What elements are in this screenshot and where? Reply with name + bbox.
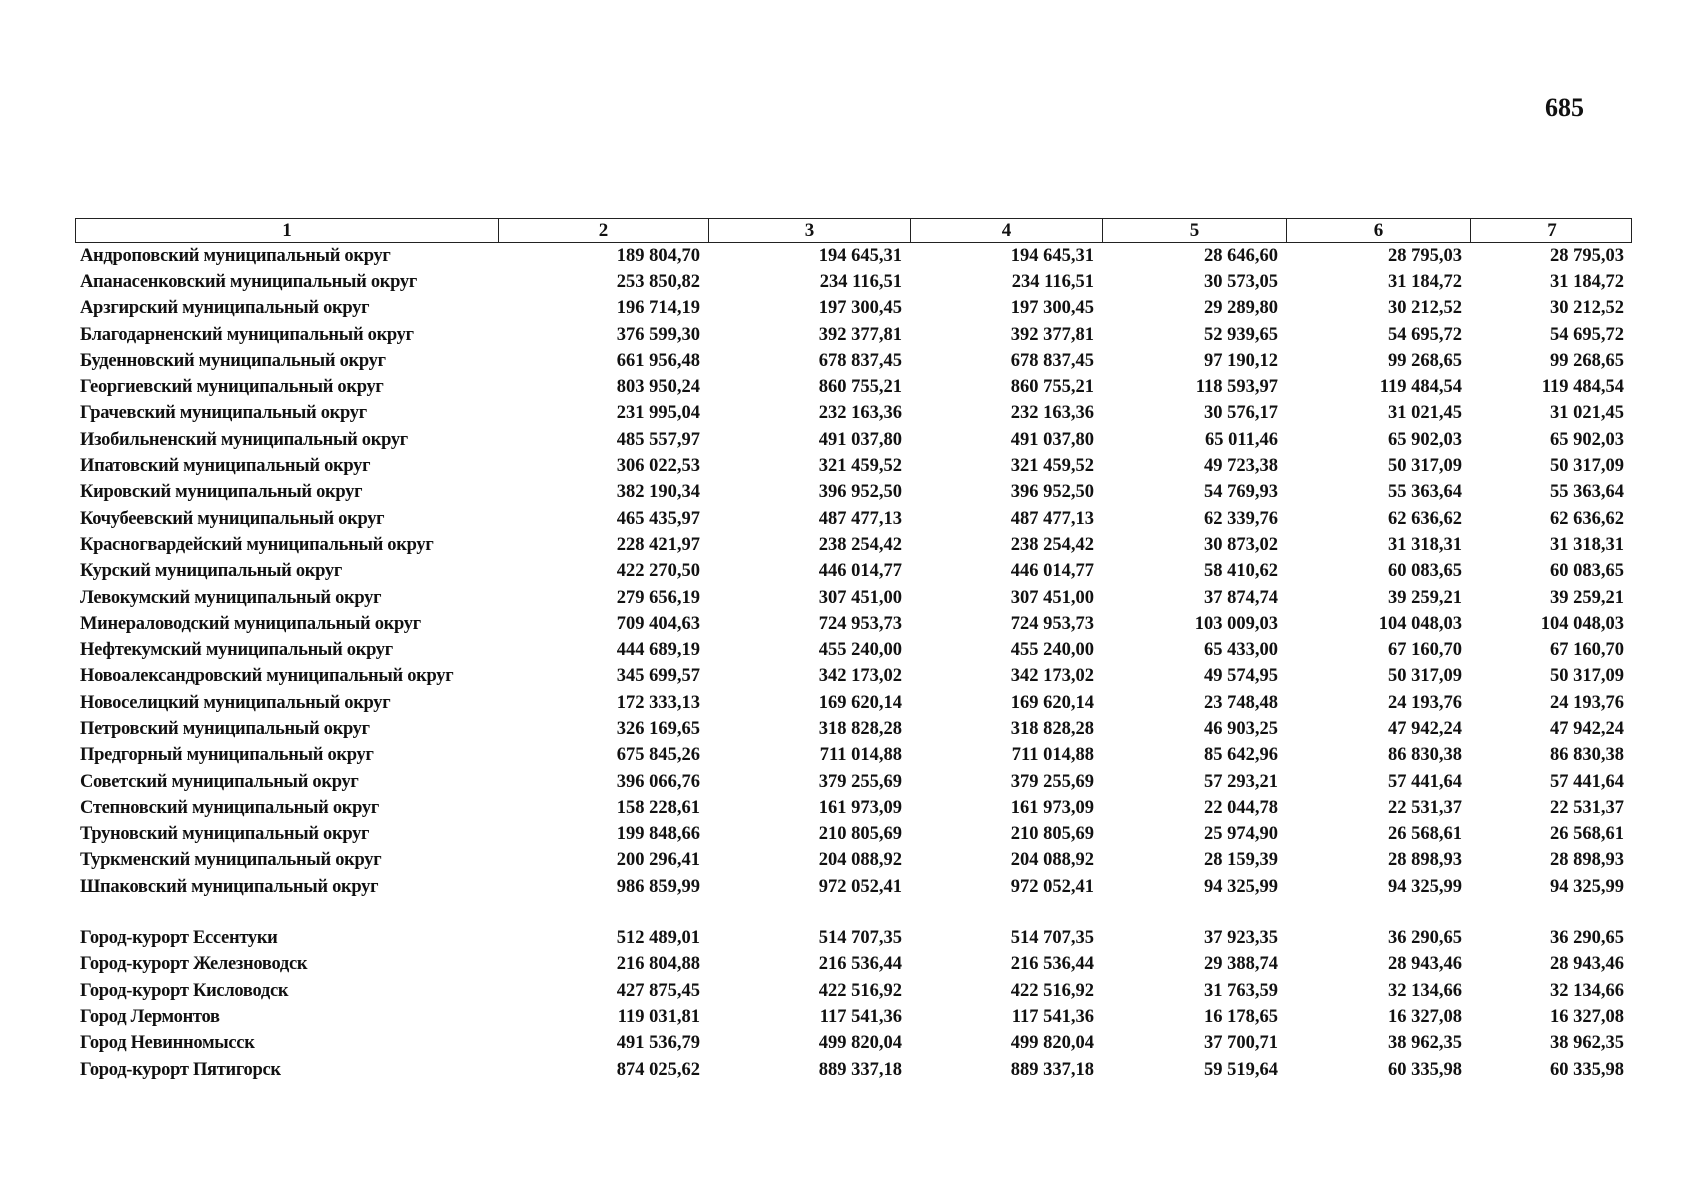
table-row	[75, 243, 1632, 269]
value-cell: 31 318,31	[1550, 534, 1624, 555]
value-cell: 321 459,52	[818, 456, 902, 477]
table-row	[75, 532, 1632, 558]
value-cell: 234 116,51	[1011, 271, 1094, 292]
value-cell: 28 795,03	[1388, 245, 1462, 266]
value-cell: 39 259,21	[1388, 587, 1462, 608]
row-label-cell: Изобильненский муниципальный округ	[80, 429, 408, 450]
value-cell: 711 014,88	[819, 745, 902, 766]
value-cell: 234 116,51	[819, 271, 902, 292]
row-label-cell: Новоалександровский муниципальный округ	[80, 666, 454, 687]
table-row	[75, 559, 1632, 585]
table-row	[75, 401, 1632, 427]
column-header: 1	[76, 219, 499, 242]
value-cell: 104 048,03	[1540, 613, 1624, 634]
value-cell: 55 363,64	[1388, 482, 1462, 503]
value-cell: 232 163,36	[1010, 403, 1094, 424]
value-cell: 65 433,00	[1204, 640, 1278, 661]
value-cell: 487 477,13	[818, 508, 902, 529]
column-header: 3	[709, 219, 911, 242]
value-cell: 189 804,70	[616, 245, 700, 266]
value-cell: 30 212,52	[1550, 298, 1624, 319]
value-cell: 16 327,08	[1550, 1006, 1624, 1027]
table-row	[75, 348, 1632, 374]
value-cell: 28 795,03	[1550, 245, 1624, 266]
row-label-cell: Туркменский муниципальный округ	[80, 850, 382, 871]
value-cell: 396 952,50	[1010, 482, 1094, 503]
value-cell: 29 388,74	[1204, 954, 1278, 975]
row-label-cell: Предгорный муниципальный округ	[80, 745, 374, 766]
value-cell: 94 325,99	[1550, 876, 1624, 897]
section-gap	[75, 900, 1632, 925]
row-label-cell: Кировский муниципальный округ	[80, 482, 363, 503]
value-cell: 49 574,95	[1204, 666, 1278, 687]
value-cell: 99 268,65	[1550, 350, 1624, 371]
value-cell: 28 898,93	[1550, 850, 1624, 871]
table-row	[75, 480, 1632, 506]
value-cell: 158 228,61	[616, 797, 700, 818]
value-cell: 396 066,76	[616, 771, 700, 792]
value-cell: 169 620,14	[1010, 692, 1094, 713]
value-cell: 253 850,82	[616, 271, 700, 292]
value-cell: 26 568,61	[1550, 824, 1624, 845]
value-cell: 197 300,45	[1010, 298, 1094, 319]
value-cell: 491 037,80	[818, 429, 902, 450]
value-cell: 26 568,61	[1388, 824, 1462, 845]
value-cell: 103 009,03	[1194, 613, 1278, 634]
table-header-row	[75, 218, 1632, 243]
value-cell: 860 755,21	[818, 377, 902, 398]
row-label-cell: Буденновский муниципальный округ	[80, 350, 386, 371]
value-cell: 30 573,05	[1204, 271, 1278, 292]
table-row	[75, 952, 1632, 978]
value-cell: 210 805,69	[818, 824, 902, 845]
value-cell: 36 290,65	[1550, 928, 1624, 949]
row-label-cell: Степновский муниципальный округ	[80, 797, 379, 818]
value-cell: 65 011,46	[1205, 429, 1278, 450]
table-row	[75, 690, 1632, 716]
page-number: 685	[1545, 93, 1584, 122]
value-cell: 57 441,64	[1388, 771, 1462, 792]
table-row	[75, 848, 1632, 874]
value-cell: 444 689,19	[616, 640, 700, 661]
table-row	[75, 925, 1632, 951]
value-cell: 514 707,35	[1010, 928, 1094, 949]
value-cell: 986 859,99	[616, 876, 700, 897]
row-label-cell: Город Лермонтов	[80, 1006, 220, 1027]
value-cell: 169 620,14	[818, 692, 902, 713]
value-cell: 860 755,21	[1010, 377, 1094, 398]
value-cell: 29 289,80	[1204, 298, 1278, 319]
value-cell: 119 484,54	[1541, 377, 1624, 398]
value-cell: 60 083,65	[1550, 561, 1624, 582]
table-row	[75, 769, 1632, 795]
row-label-cell: Апанасенковский муниципальный округ	[80, 271, 417, 292]
value-cell: 321 459,52	[1010, 456, 1094, 477]
value-cell: 307 451,00	[818, 587, 902, 608]
row-label-cell: Георгиевский муниципальный округ	[80, 377, 384, 398]
table-row	[75, 322, 1632, 348]
value-cell: 54 695,72	[1388, 324, 1462, 345]
value-cell: 31 184,72	[1388, 271, 1462, 292]
row-label-cell: Советский муниципальный округ	[80, 771, 359, 792]
column-header: 2	[499, 219, 709, 242]
table-row	[75, 296, 1632, 322]
value-cell: 52 939,65	[1204, 324, 1278, 345]
row-label-cell: Грачевский муниципальный округ	[80, 403, 367, 424]
row-label-cell: Минераловодский муниципальный округ	[80, 613, 421, 634]
value-cell: 23 748,48	[1204, 692, 1278, 713]
row-label-cell: Город-курорт Железноводск	[80, 954, 308, 975]
value-cell: 57 441,64	[1550, 771, 1624, 792]
value-cell: 67 160,70	[1388, 640, 1462, 661]
table-row	[75, 978, 1632, 1004]
value-cell: 499 820,04	[1010, 1033, 1094, 1054]
value-cell: 318 828,28	[818, 718, 902, 739]
value-cell: 396 952,50	[818, 482, 902, 503]
row-label-cell: Шпаковский муниципальный округ	[80, 876, 379, 897]
value-cell: 194 645,31	[818, 245, 902, 266]
value-cell: 711 014,88	[1011, 745, 1094, 766]
value-cell: 62 339,76	[1204, 508, 1278, 529]
value-cell: 50 317,09	[1388, 456, 1462, 477]
table-row	[75, 1057, 1632, 1083]
value-cell: 238 254,42	[818, 534, 902, 555]
value-cell: 342 173,02	[818, 666, 902, 687]
table-row	[75, 374, 1632, 400]
value-cell: 512 489,01	[616, 928, 700, 949]
value-cell: 37 874,74	[1204, 587, 1278, 608]
value-cell: 50 317,09	[1388, 666, 1462, 687]
column-header: 6	[1287, 219, 1471, 242]
value-cell: 422 270,50	[616, 561, 700, 582]
value-cell: 392 377,81	[818, 324, 902, 345]
value-cell: 161 973,09	[1010, 797, 1094, 818]
row-label-cell: Город Невинномысск	[80, 1033, 255, 1054]
value-cell: 232 163,36	[818, 403, 902, 424]
value-cell: 491 037,80	[1010, 429, 1094, 450]
value-cell: 678 837,45	[1010, 350, 1094, 371]
value-cell: 28 943,46	[1388, 954, 1462, 975]
value-cell: 57 293,21	[1204, 771, 1278, 792]
value-cell: 889 337,18	[1010, 1059, 1094, 1080]
value-cell: 382 190,34	[616, 482, 700, 503]
value-cell: 47 942,24	[1550, 718, 1624, 739]
value-cell: 62 636,62	[1550, 508, 1624, 529]
value-cell: 675 845,26	[616, 745, 700, 766]
table-row	[75, 664, 1632, 690]
value-cell: 392 377,81	[1010, 324, 1094, 345]
table-row	[75, 1004, 1632, 1030]
value-cell: 446 014,77	[818, 561, 902, 582]
value-cell: 117 541,36	[1011, 1006, 1094, 1027]
row-label-cell: Левокумский муниципальный округ	[80, 587, 382, 608]
value-cell: 36 290,65	[1388, 928, 1462, 949]
table-row	[75, 743, 1632, 769]
value-cell: 30 212,52	[1388, 298, 1462, 319]
row-label-cell: Нефтекумский муниципальный округ	[80, 640, 393, 661]
table-row	[75, 453, 1632, 479]
value-cell: 709 404,63	[616, 613, 700, 634]
value-cell: 376 599,30	[616, 324, 700, 345]
value-cell: 499 820,04	[818, 1033, 902, 1054]
row-label-cell: Арзгирский муниципальный округ	[80, 298, 370, 319]
value-cell: 161 973,09	[818, 797, 902, 818]
value-cell: 50 317,09	[1550, 456, 1624, 477]
value-cell: 22 531,37	[1388, 797, 1462, 818]
value-cell: 94 325,99	[1388, 876, 1462, 897]
value-cell: 342 173,02	[1010, 666, 1094, 687]
table-row	[75, 822, 1632, 848]
district-rows	[75, 243, 1632, 900]
value-cell: 119 031,81	[617, 1006, 700, 1027]
value-cell: 31 021,45	[1388, 403, 1462, 424]
value-cell: 172 333,13	[616, 692, 700, 713]
value-cell: 803 950,24	[616, 377, 700, 398]
row-label-cell: Благодарненский муниципальный округ	[80, 324, 414, 345]
value-cell: 30 576,17	[1204, 403, 1278, 424]
value-cell: 38 962,35	[1388, 1033, 1462, 1054]
value-cell: 491 536,79	[616, 1033, 700, 1054]
value-cell: 118 593,97	[1195, 377, 1278, 398]
value-cell: 28 646,60	[1204, 245, 1278, 266]
value-cell: 97 190,12	[1204, 350, 1278, 371]
table-row	[75, 506, 1632, 532]
value-cell: 67 160,70	[1550, 640, 1624, 661]
value-cell: 39 259,21	[1550, 587, 1624, 608]
row-label-cell: Город-курорт Пятигорск	[80, 1059, 281, 1080]
value-cell: 24 193,76	[1550, 692, 1624, 713]
value-cell: 216 804,88	[616, 954, 700, 975]
row-label-cell: Петровский муниципальный округ	[80, 718, 370, 739]
value-cell: 55 363,64	[1550, 482, 1624, 503]
value-cell: 427 875,45	[616, 980, 700, 1001]
value-cell: 22 044,78	[1204, 797, 1278, 818]
value-cell: 31 318,31	[1388, 534, 1462, 555]
value-cell: 487 477,13	[1010, 508, 1094, 529]
value-cell: 279 656,19	[616, 587, 700, 608]
value-cell: 16 178,65	[1204, 1006, 1278, 1027]
value-cell: 455 240,00	[818, 640, 902, 661]
value-cell: 379 255,69	[818, 771, 902, 792]
table-row	[75, 611, 1632, 637]
table-row	[75, 716, 1632, 742]
table-row	[75, 269, 1632, 295]
value-cell: 59 519,64	[1204, 1059, 1278, 1080]
row-label-cell: Город-курорт Кисловодск	[80, 980, 289, 1001]
value-cell: 60 083,65	[1388, 561, 1462, 582]
row-label-cell: Труновский муниципальный округ	[80, 824, 370, 845]
value-cell: 28 898,93	[1388, 850, 1462, 871]
value-cell: 50 317,09	[1550, 666, 1624, 687]
value-cell: 678 837,45	[818, 350, 902, 371]
value-cell: 200 296,41	[616, 850, 700, 871]
value-cell: 86 830,38	[1388, 745, 1462, 766]
column-header: 4	[911, 219, 1103, 242]
table-row	[75, 585, 1632, 611]
value-cell: 86 830,38	[1550, 745, 1624, 766]
row-label-cell: Красногвардейский муниципальный округ	[80, 534, 434, 555]
value-cell: 216 536,44	[1010, 954, 1094, 975]
value-cell: 30 873,02	[1204, 534, 1278, 555]
value-cell: 31 021,45	[1550, 403, 1624, 424]
value-cell: 514 707,35	[818, 928, 902, 949]
column-header: 5	[1103, 219, 1287, 242]
value-cell: 465 435,97	[616, 508, 700, 529]
value-cell: 972 052,41	[1010, 876, 1094, 897]
value-cell: 238 254,42	[1010, 534, 1094, 555]
row-label-cell: Кочубеевский муниципальный округ	[80, 508, 385, 529]
value-cell: 306 022,53	[616, 456, 700, 477]
value-cell: 25 974,90	[1204, 824, 1278, 845]
table-row	[75, 637, 1632, 663]
value-cell: 204 088,92	[818, 850, 902, 871]
value-cell: 94 325,99	[1204, 876, 1278, 897]
value-cell: 724 953,73	[818, 613, 902, 634]
value-cell: 37 700,71	[1204, 1033, 1278, 1054]
value-cell: 54 769,93	[1204, 482, 1278, 503]
value-cell: 28 159,39	[1204, 850, 1278, 871]
value-cell: 31 763,59	[1204, 980, 1278, 1001]
value-cell: 216 536,44	[818, 954, 902, 975]
value-cell: 228 421,97	[616, 534, 700, 555]
row-label-cell: Ипатовский муниципальный округ	[80, 456, 371, 477]
value-cell: 455 240,00	[1010, 640, 1094, 661]
value-cell: 724 953,73	[1010, 613, 1094, 634]
row-label-cell: Андроповский муниципальный округ	[80, 245, 391, 266]
value-cell: 874 025,62	[616, 1059, 700, 1080]
row-label-cell: Город-курорт Ессентуки	[80, 928, 278, 949]
value-cell: 62 636,62	[1388, 508, 1462, 529]
value-cell: 47 942,24	[1388, 718, 1462, 739]
value-cell: 231 995,04	[616, 403, 700, 424]
value-cell: 22 531,37	[1550, 797, 1624, 818]
column-header: 7	[1547, 220, 1557, 241]
table-row	[75, 795, 1632, 821]
value-cell: 194 645,31	[1010, 245, 1094, 266]
row-label-cell: Курский муниципальный округ	[80, 561, 342, 582]
value-cell: 199 848,66	[616, 824, 700, 845]
value-cell: 446 014,77	[1010, 561, 1094, 582]
value-cell: 99 268,65	[1388, 350, 1462, 371]
value-cell: 85 642,96	[1204, 745, 1278, 766]
value-cell: 326 169,65	[616, 718, 700, 739]
table-row	[75, 874, 1632, 900]
value-cell: 60 335,98	[1388, 1059, 1462, 1080]
city-rows	[75, 925, 1632, 1083]
value-cell: 38 962,35	[1550, 1033, 1624, 1054]
table-row	[75, 1031, 1632, 1057]
value-cell: 197 300,45	[818, 298, 902, 319]
value-cell: 345 699,57	[616, 666, 700, 687]
value-cell: 16 327,08	[1388, 1006, 1462, 1027]
row-label-cell: Новоселицкий муниципальный округ	[80, 692, 391, 713]
value-cell: 972 052,41	[818, 876, 902, 897]
value-cell: 210 805,69	[1010, 824, 1094, 845]
value-cell: 422 516,92	[818, 980, 902, 1001]
value-cell: 422 516,92	[1010, 980, 1094, 1001]
budget-table	[75, 218, 1632, 1083]
value-cell: 58 410,62	[1204, 561, 1278, 582]
table-row	[75, 427, 1632, 453]
value-cell: 379 255,69	[1010, 771, 1094, 792]
value-cell: 65 902,03	[1388, 429, 1462, 450]
value-cell: 54 695,72	[1550, 324, 1624, 345]
value-cell: 117 541,36	[819, 1006, 902, 1027]
value-cell: 60 335,98	[1550, 1059, 1624, 1080]
value-cell: 307 451,00	[1010, 587, 1094, 608]
value-cell: 485 557,97	[616, 429, 700, 450]
value-cell: 31 184,72	[1550, 271, 1624, 292]
value-cell: 119 484,54	[1379, 377, 1462, 398]
value-cell: 661 956,48	[616, 350, 700, 371]
value-cell: 49 723,38	[1204, 456, 1278, 477]
value-cell: 24 193,76	[1388, 692, 1462, 713]
value-cell: 65 902,03	[1550, 429, 1624, 450]
value-cell: 196 714,19	[616, 298, 700, 319]
value-cell: 32 134,66	[1388, 980, 1462, 1001]
value-cell: 32 134,66	[1550, 980, 1624, 1001]
value-cell: 889 337,18	[818, 1059, 902, 1080]
value-cell: 46 903,25	[1204, 718, 1278, 739]
value-cell: 318 828,28	[1010, 718, 1094, 739]
value-cell: 37 923,35	[1204, 928, 1278, 949]
value-cell: 204 088,92	[1010, 850, 1094, 871]
value-cell: 104 048,03	[1378, 613, 1462, 634]
value-cell: 28 943,46	[1550, 954, 1624, 975]
